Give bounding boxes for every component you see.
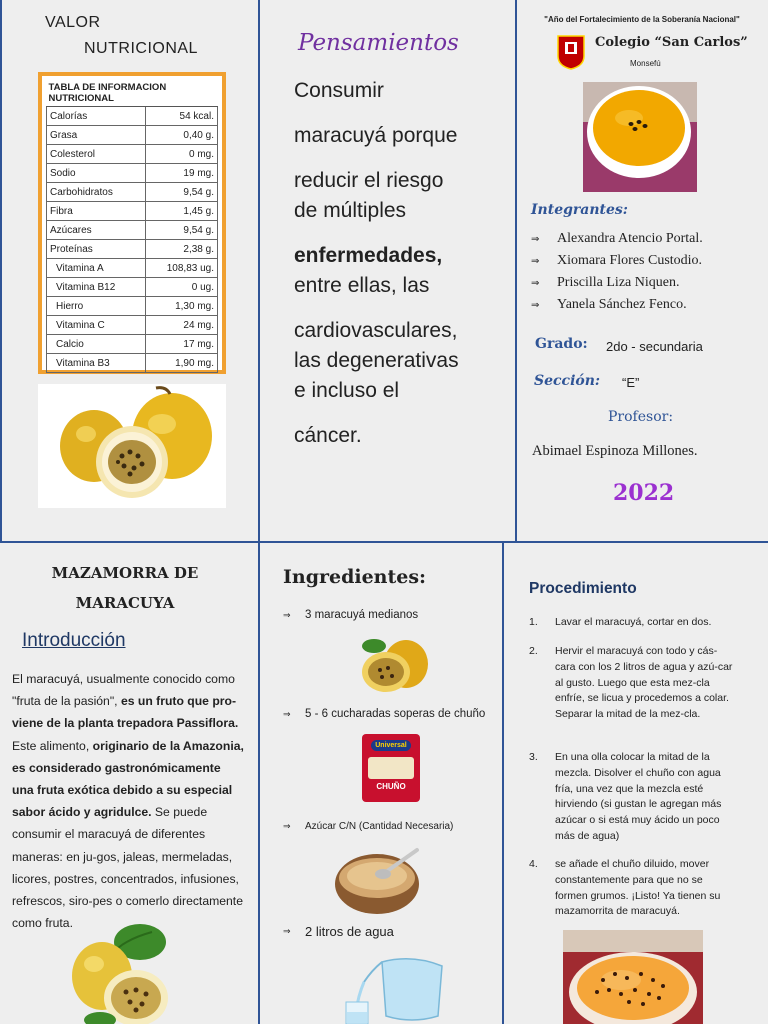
nutrition-row <box>47 354 218 373</box>
step-number: 2. <box>529 645 538 657</box>
nutrient-value: 9,54 g. <box>146 183 218 202</box>
school-city: Monsefú <box>630 59 661 68</box>
border-line <box>0 0 2 543</box>
thoughts-line: e incluso el <box>294 379 400 402</box>
nutrition-row <box>47 164 218 183</box>
thoughts-line: entre ellas, las <box>294 274 430 297</box>
arrow-icon: ⇒ <box>283 708 291 719</box>
nutrient-value: 0 mg. <box>146 145 218 164</box>
nutrition-row <box>47 126 218 145</box>
intro-heading: Introducción <box>22 630 126 651</box>
arrow-icon: ⇒ <box>531 299 540 311</box>
step-number: 4. <box>529 858 538 870</box>
nutrient-name: Azúcares <box>47 221 146 240</box>
nutrient-name: Calcio <box>47 335 146 354</box>
members-list <box>531 228 703 316</box>
border-line <box>258 543 260 1024</box>
year-banner: "Año del Fortalecimiento de la Soberanía Nacional" <box>544 15 740 24</box>
ingredients-title: Ingredientes: <box>283 566 427 588</box>
intro-text: El maracuyá, usualmente conocido como "fruta de la pasión", <box>12 672 235 709</box>
chuno-label: CHUÑO <box>376 782 406 791</box>
passion-fruit-image <box>358 636 430 696</box>
nutrition-title: NUTRICIONAL <box>84 40 198 57</box>
nutrient-value: 2,38 g. <box>146 240 218 259</box>
nutrient-name: Vitamina B3 <box>47 354 146 373</box>
nutrient-name: Vitamina B12 <box>47 278 146 297</box>
members-title: Integrantes: <box>531 202 628 218</box>
nutrient-value: 9,54 g. <box>146 221 218 240</box>
thoughts-line: de múltiples <box>294 199 407 222</box>
arrow-icon: ⇒ <box>531 233 540 245</box>
procedure-step <box>529 615 737 631</box>
nutrition-table-header: TABLA DE INFORMACION NUTRICIONAL <box>47 80 218 107</box>
procedure-step <box>529 750 737 845</box>
teacher-label: Profesor: <box>608 409 674 425</box>
nutrient-name: Fibra <box>47 202 146 221</box>
grade-value: 2do - secundaria <box>606 339 703 354</box>
member-item <box>531 228 703 250</box>
intro-paragraph <box>12 668 244 934</box>
nutrient-value: 0,40 g. <box>146 126 218 145</box>
nutrition-row <box>47 202 218 221</box>
nutrient-value: 1,90 mg. <box>146 354 218 373</box>
nutrition-title: VALOR <box>45 14 101 31</box>
intro-text: Se puede consumir el maracuyá de diferentes maneras: en ju-gos, jaleas, mermeladas, licores, postres, concentrados, infusiones, refrescos, siro-pes o comerlo directamente como fruta. <box>12 805 243 931</box>
finished-dessert-image <box>563 930 703 1024</box>
section-value: “E” <box>622 375 640 390</box>
nutrition-row <box>47 278 218 297</box>
recipe-title-line: MARACUYA <box>75 594 175 612</box>
arrow-icon: ⇒ <box>531 255 540 267</box>
thoughts-line: las degenerativas <box>294 349 459 372</box>
thoughts-line: cáncer. <box>294 424 362 447</box>
nutrition-row <box>47 145 218 164</box>
intro-text-bold: es un fruto que pro-viene de la planta trepadora Passiflora. <box>12 694 239 731</box>
nutrient-name: Sodio <box>47 164 146 183</box>
ingredient-item <box>283 821 453 832</box>
section-label: Sección: <box>534 373 601 389</box>
water-pitcher-image <box>342 952 450 1024</box>
nutrient-name: Vitamina A <box>47 259 146 278</box>
nutrition-row <box>47 297 218 316</box>
procedure-title: Procedimiento <box>529 580 637 597</box>
intro-text: Este alimento, <box>12 738 93 753</box>
ingredient-item <box>283 609 418 621</box>
nutrient-value: 17 mg. <box>146 335 218 354</box>
step-number: 1. <box>529 616 538 628</box>
arrow-icon: ⇒ <box>283 821 291 831</box>
border-line <box>515 0 517 543</box>
nutrient-name: Colesterol <box>47 145 146 164</box>
year: 2022 <box>613 480 675 506</box>
nutrition-table-box <box>38 72 226 374</box>
procedure-step <box>529 644 737 723</box>
member-item <box>531 250 703 272</box>
procedure-step <box>529 857 737 920</box>
thoughts-text <box>294 76 504 451</box>
border-line <box>502 543 504 1024</box>
school-name: Colegio “San Carlos” <box>595 35 748 50</box>
nutrient-value: 19 mg. <box>146 164 218 183</box>
nutrient-value: 0 ug. <box>146 278 218 297</box>
nutrient-value: 108,83 ug. <box>146 259 218 278</box>
nutrient-value: 54 kcal. <box>146 107 218 126</box>
thoughts-title: Pensamientos <box>298 30 459 56</box>
ingredient-label: Azúcar C/N (Cantidad Necesaria) <box>305 821 454 832</box>
nutrient-name: Hierro <box>47 297 146 316</box>
passion-fruit-image <box>70 918 170 1024</box>
thoughts-line: reducir el riesgo <box>294 169 444 192</box>
member-name: Priscilla Liza Niquen. <box>557 275 680 290</box>
nutrition-row <box>47 221 218 240</box>
step-number: 3. <box>529 751 538 763</box>
member-name: Yanela Sánchez Fenco. <box>557 297 687 312</box>
thoughts-line: enfermedades, <box>294 244 443 267</box>
recipe-title <box>40 558 210 618</box>
grade-label: Grado: <box>535 336 588 352</box>
nutrient-name: Vitamina C <box>47 316 146 335</box>
member-name: Alexandra Atencio Portal. <box>557 231 703 246</box>
ingredient-label: 3 maracuyá medianos <box>305 609 419 621</box>
nutrient-value: 1,30 mg. <box>146 297 218 316</box>
member-item <box>531 294 703 316</box>
step-text: Lavar el maracuyá, cortar en dos. <box>555 616 712 628</box>
teacher-name: Abimael Espinoza Millones. <box>532 443 698 459</box>
nutrition-row <box>47 107 218 126</box>
school-crest-icon <box>556 34 586 70</box>
thoughts-line: cardiovasculares, <box>294 319 458 342</box>
arrow-icon: ⇒ <box>531 277 540 289</box>
nutrient-value: 1,45 g. <box>146 202 218 221</box>
ingredient-item <box>283 708 485 720</box>
recipe-title-line: MAZAMORRA DE <box>51 564 199 582</box>
nutrition-row <box>47 316 218 335</box>
chuno-brand: Universal <box>371 740 411 751</box>
nutrient-name: Calorías <box>47 107 146 126</box>
step-text: Hervir el maracuyá con todo y cás-cara con los 2 litros de agua y azú-car al gusto. Luego que esta mez-cla enfríe, se licua y procedemos a colar. Separar la mitad de la mez-cla. <box>555 645 733 721</box>
step-text: se añade el chuño diluido, mover constantemente para que no se formen grumos. ¡Listo! Ya tienen su mazamorrita de maracuyá. <box>555 858 721 918</box>
nutrient-name: Proteínas <box>47 240 146 259</box>
sugar-bowl-image <box>333 844 423 916</box>
nutrient-name: Carbohidratos <box>47 183 146 202</box>
arrow-icon: ⇒ <box>283 609 291 620</box>
nutrient-value: 24 mg. <box>146 316 218 335</box>
border-line <box>258 0 260 543</box>
chuno-package-image <box>362 734 420 802</box>
nutrition-row <box>47 240 218 259</box>
member-item <box>531 272 703 294</box>
nutrition-table <box>46 80 218 373</box>
nutrient-name: Grasa <box>47 126 146 145</box>
member-name: Xiomara Flores Custodio. <box>557 253 703 268</box>
intro-text-bold: originario de la Amazonia, es considerado gastronómicamente una fruta exótica debido a su especial sabor ácido y agridulce. <box>12 738 244 820</box>
border-line <box>0 541 768 543</box>
ingredient-label: 5 - 6 cucharadas soperas de chuño <box>305 708 486 720</box>
nutrition-row <box>47 259 218 278</box>
nutrition-row <box>47 183 218 202</box>
ingredient-item <box>283 924 394 939</box>
arrow-icon: ⇒ <box>283 926 291 936</box>
dessert-bowl-image <box>583 82 697 192</box>
thoughts-line: Consumir <box>294 79 384 102</box>
passion-fruit-image <box>38 384 226 508</box>
nutrition-row <box>47 335 218 354</box>
thoughts-line: maracuyá porque <box>294 124 458 147</box>
step-text: En una olla colocar la mitad de la mezcla. Disolver el chuño con agua fría, una vez que la mezcla esté hirviendo (si gustan le agregan más azúcar o si está muy ácido un poco más de agua) <box>555 751 722 842</box>
ingredient-label: 2 litros de agua <box>305 924 394 939</box>
